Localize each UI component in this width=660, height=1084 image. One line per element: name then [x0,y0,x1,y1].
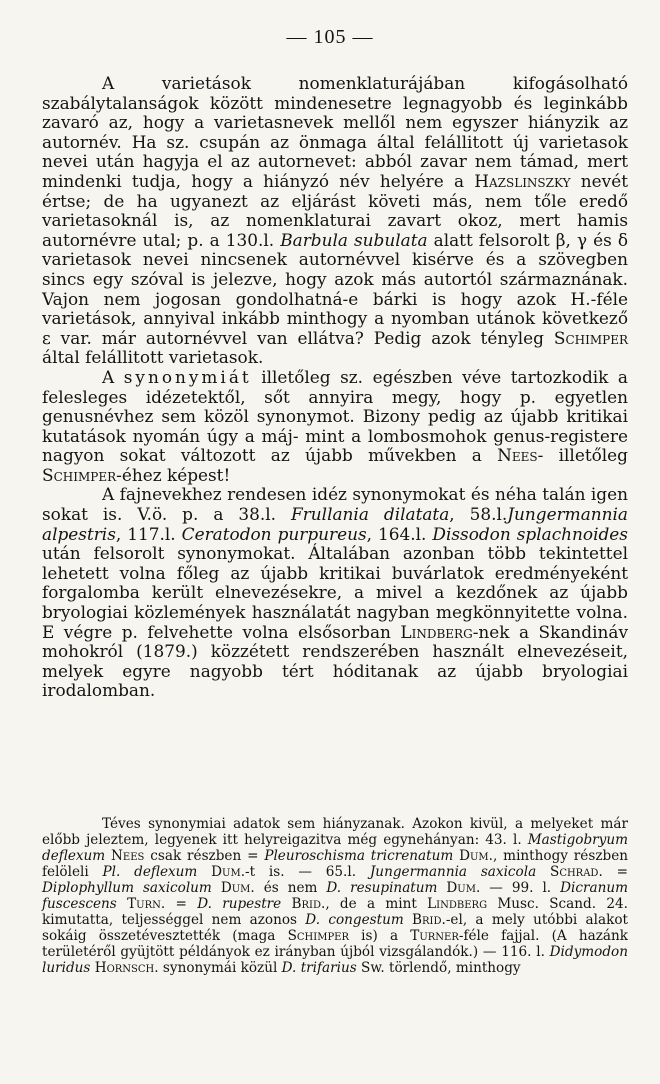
italic-term: Didymodon luridus [42,944,628,976]
italic-term: Dicranum fuscescens [42,880,628,912]
italic-term: Pleuroschisma tricrenatum [264,848,454,864]
paragraph-species-synonyms: A fajnevekhez rendesen idéz synonymokat és néha talán igen sokat is. V.ö. p. a 38.l. Frullania dilatata, 58.l.Jungermannia alpestris, 117.l. Ceratodon purpureus, 164.l. Dissodon splachnoides után felsorolt synonymokat. Általában azonban több tekintettel lehetett volna főleg az újabb kritikai buvárlatok eredményeként forgalomba került elnevezésekre, a mivel a kezdőnek az újabb bryologiai közlemények használatát nagyban megkönnyitette volna. E végre p. felvehette volna elsősorban Lindberg-nek a Skandináv mohokról (1879.) közzétett rendszerében használt elnevezéseit, melyek egyre nagyobb tért hóditanak az újabb bryologiai irodalomban. [42,484,628,701]
italic-term: Ceratodon purpureus [181,523,367,544]
small-caps-name: Hazslinszky [474,170,571,191]
small-caps-name: Brid. [291,896,326,912]
small-caps-name: Dum. [446,880,481,896]
small-caps-name: Schimper [287,928,350,944]
small-caps-name: Dum. [459,848,493,864]
italic-term: Frullania dilatata [291,504,450,525]
small-caps-name: Brid. [412,912,446,928]
small-caps-name: Schimper [553,327,628,348]
italic-term: D. rupestre [197,896,282,912]
paragraph-synonymy: A synonymiát illetőleg sz. egészben véve tartozkodik a felesleges idézetektől, sőt annyira megy, hogy p. egyetlen genusnévhez sem közöl synonymot. Bizony pedig az újabb kritikai kutatások nyomán úgy a máj- mint a lombosmohok genus-registere nagyon sokat változott az újabb művekben a Nees- illetőleg Schimper-éhez képest! [42,366,628,485]
italic-term: Diplophyllum saxicolum [42,880,212,896]
italic-term: Pl. deflexum [102,864,198,880]
italic-term: D. congestum [305,912,404,928]
small-caps-name: Nees [111,848,145,864]
small-caps-name: Schimper [42,464,117,485]
small-caps-name: Hornsch. [94,960,159,976]
spaced-term: synonymiát [123,366,252,387]
paragraph-nomenclature: A varietások nomenklaturájában kifogásolható szabálytalanságok között mindenesetre legnagyobb és leginkább zavaró az, hogy a varietasnevek mellől nem egyszer hiányzik az autornév. Ha sz. csupán az önmaga által felállitott új varietasok nevei után hagyja el az autornevet: abból zavar nem támad, mert mindenki tudja, hogy a hiányzó név helyére a Hazslinszky nevét értse; de ha ugyanezt az eljárást követi más, nem tőle eredő varietasoknál is, az nomenklaturai zavart okoz, mert hamis autornévre utal; p. a 130.l. Barbula subulata alatt felsorolt β, γ és δ varietasok nevei nincsenek autornévvel kisérve és a szövegben sincs egy szóval is jelezve, hogy azok más autortól származnának. Vajon nem jogosan gondolhatná-e bárki is hogy azok H.-féle varietások, annyival inkább minthogy a nyomban utánok következő ε var. már autornévvel van ellátva? Pedig azok tényleg Schimper által felállitott varietasok. [42,73,628,368]
small-caps-name: Dum. [220,880,255,896]
italic-term: Mastigobryum deflexum [42,832,628,864]
small-caps-name: Turner [410,928,459,944]
italic-term: Dissodon splachnoides [432,523,628,544]
small-caps-name: Nees [497,445,538,466]
footnote-block [42,816,628,976]
italic-term: Jungermannia saxicola [369,864,537,880]
body-text [42,74,628,701]
italic-term: Barbula subulata [280,229,428,250]
italic-term: D. resupinatum [326,880,438,896]
small-caps-name: Turn. [127,896,166,912]
italic-term: D. trifarius [281,960,357,976]
small-caps-name: Lindberg [427,896,488,912]
small-caps-name: Dum. [211,864,246,880]
small-caps-name: Lindberg [400,621,473,642]
page-number: — 105 — [286,26,374,48]
small-caps-name: Schrad. [550,864,603,880]
italic-term: Jungermannia alpestris [42,504,628,544]
footnote-paragraph: Téves synonymiai adatok sem hiányzanak. Azokon kivül, a melyeket már előbb jeleztem, legyenek itt helyreigazitva még egynehányan: 43. l. Mastigobryum deflexum Nees csak részben = Pleuroschisma tricrenatum Dum., minthogy részben felöleli Pl. deflexum Dum.-t is. — 65.l. Jungermannia saxicola Schrad. = Diplophyllum saxicolum Dum. és nem D. resupinatum Dum. — 99. l. Dicranum fuscescens Turn. = D. rupestre Brid., de a mint Lindberg Musc. Scand. 24. kimutatta, teljességgel nem azonos D. congestum Brid.-el, a mely utóbbi alakot sokáig összetévesztették (maga Schimper is) a Turner-féle fajjal. (A hazánk területéről gyüjtött példányok ez irányban újból vizsgálandók.) — 116. l. Didymodon luridus Hornsch. synonymái közül D. trifarius Sw. törlendő, minthogy [42,816,628,976]
